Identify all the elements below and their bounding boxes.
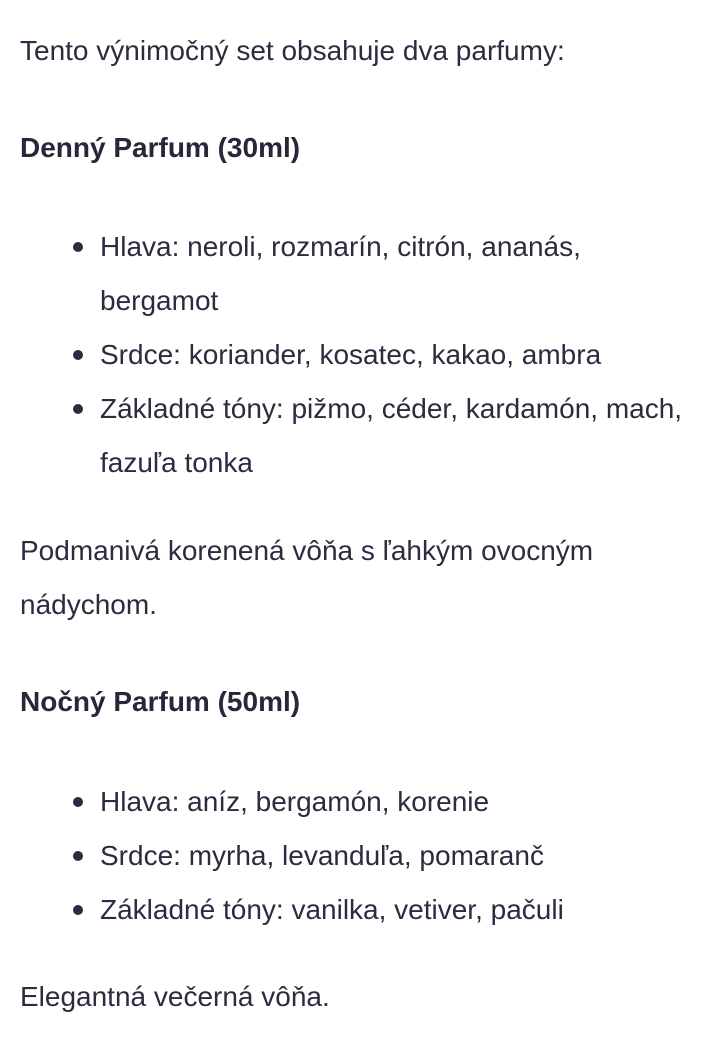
intro-text: Tento výnimočný set obsahuje dva parfumy: xyxy=(20,35,565,66)
night-notes-list xyxy=(20,775,700,937)
bullet-icon xyxy=(73,851,83,861)
note-text: Hlava: neroli, rozmarín, citrón, ananás, bergamot xyxy=(100,231,581,316)
day-perfume-title: Denný Parfum (30ml) xyxy=(20,132,301,163)
note-text: Srdce: myrha, levanduľa, pomaranč xyxy=(100,840,544,871)
night-perfume-description: Elegantná večerná vôňa. xyxy=(20,981,330,1012)
bullet-icon xyxy=(73,350,83,360)
list-item xyxy=(20,382,700,490)
bullet-icon xyxy=(73,797,83,807)
bullet-icon xyxy=(73,404,83,414)
note-text: Srdce: koriander, kosatec, kakao, ambra xyxy=(100,339,602,370)
note-text: Základné tóny: vanilka, vetiver, pačuli xyxy=(100,894,564,925)
list-item xyxy=(20,220,700,328)
day-perfume-description: Podmanivá korenená vôňa s ľahkým ovocným nádychom. xyxy=(20,535,594,620)
list-item xyxy=(20,829,700,883)
list-item xyxy=(20,883,700,937)
day-notes-list xyxy=(20,220,700,490)
night-perfume-title: Nočný Parfum (50ml) xyxy=(20,686,301,717)
list-item xyxy=(20,328,700,382)
list-item xyxy=(20,775,700,829)
bullet-icon xyxy=(73,242,83,252)
note-text: Základné tóny: pižmo, céder, kardamón, mach, fazuľa tonka xyxy=(100,393,683,478)
bullet-icon xyxy=(73,905,83,915)
note-text: Hlava: aníz, bergamón, korenie xyxy=(100,786,490,817)
